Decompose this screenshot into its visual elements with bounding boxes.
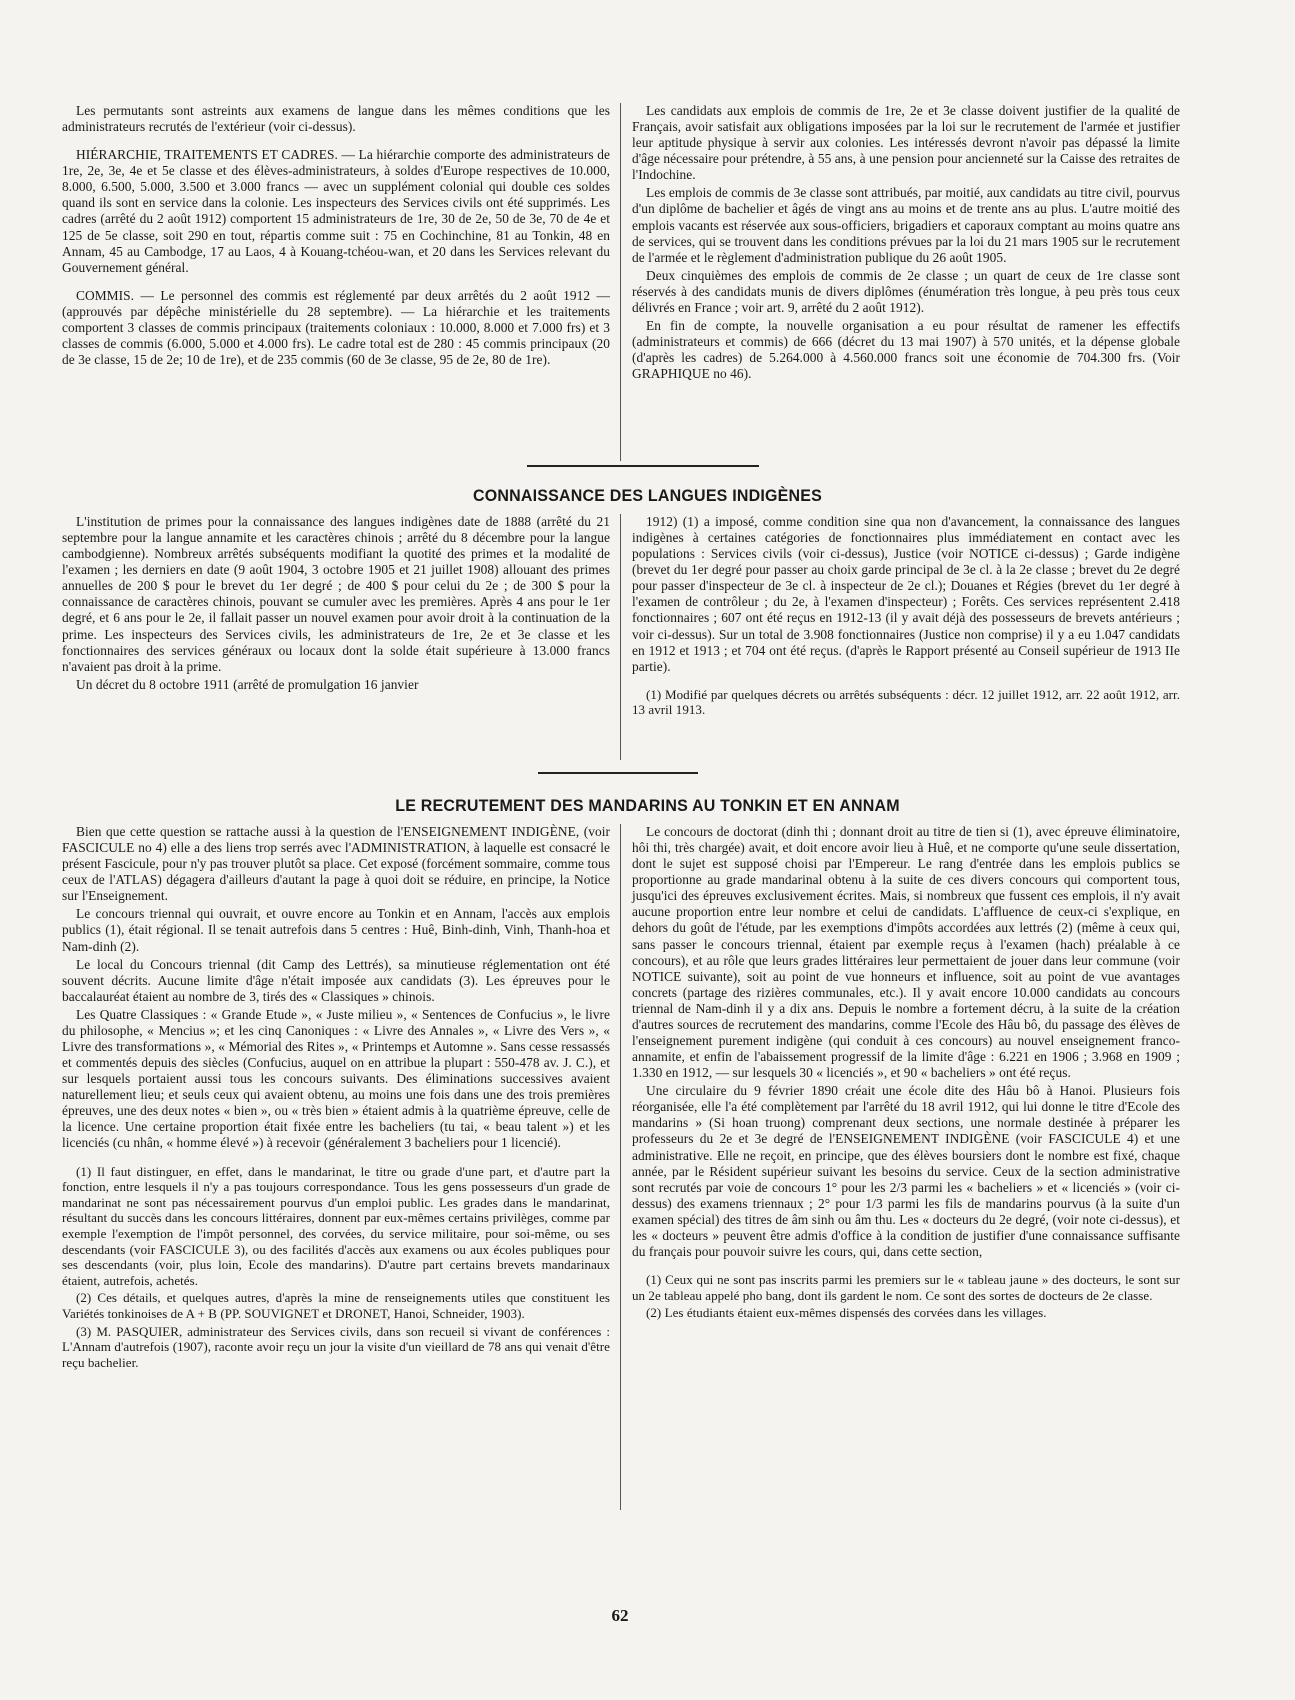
- section-3: [62, 824, 1180, 1372]
- column-divider: [620, 103, 621, 461]
- paragraph: Deux cinquièmes des emplois de commis de 2e classe ; un quart de ceux de 1re classe sont réservés à des candidats munis de divers diplômes (énumération très longue, à peu près tous ceux délivrés en France ; voir art. 9, arrêté du 2 août 1912).: [632, 267, 1180, 315]
- paragraph: Les emplois de commis de 3e classe sont attribués, par moitié, aux candidats au titre civil, pourvus d'un diplôme de bachelier et âgés de vingt ans au moins et de trente ans au plus. L'autre moitié des emplois vacants est réservée aux sous-officiers, brigadiers et caporaux comptant au moins quatre ans de services, qui se trouvent dans les conditions prévues par la loi du 21 mars 1905 sur le recrutement de l'armée et le règlement d'administration publique du 26 août 1905.: [632, 185, 1180, 265]
- paragraph: L'institution de primes pour la connaissance des langues indigènes date de 1888 (arrêté du 21 septembre pour la langue annamite et les caractères chinois ; arrêté du 8 décembre pour la langue cambodgienne). Nombreux arrêtés subséquents modifiant la quotité des primes et la modalité de l'examen ; les derniers en date (9 août 1904, 3 octobre 1905 et 21 juillet 1908) allouant des primes annuelles de 200 $ pour le brevet du 1er degré ; de 400 $ pour celui du 2e ; de 300 $ pour la connaissance de caractères chinois, pouvant se cumuler avec les premières. Après 4 ans pour le 1er degré, et 6 ans pour le 2e, il fallait passer un nouvel examen pour avoir droit à la continuation de la prime. Les inspecteurs des Services civils, les administrateurs de 1re, 2e et 3e classe et les fonctionnaires des services généraux ou locaux dont la solde était supérieure à 13.000 francs n'avaient pas droit à la prime.: [62, 514, 610, 674]
- footnote: (1) Ceux qui ne sont pas inscrits parmi les premiers sur le « tableau jaune » des docteurs, le sont sur un 2e tableau appelé pho bang, dont ils gardent le nom. Ce sont des sortes de docteurs de 2e classe.: [632, 1272, 1180, 1303]
- page-number: 62: [611, 1606, 629, 1625]
- paragraph: Les Quatre Classiques : « Grande Etude », « Juste milieu », « Sentences de Confucius », le livre du philosophe, « Mencius »; et les cinq Canoniques : « Livre des Annales », « Livre des Vers », « Livre des transformations », « Mémorial des Rites », « Printemps et Automne ». Sans cesse ressassés et commentés depuis des siècles (Confucius, auquel on en attribue la plupart : 550-478 av. J. C.), et sur lesquels portaient aussi tous les concours suivants. Des éliminations successives avaient naturellement lieu; et seuls ceux qui avaient obtenu, au moins une fois dans une des trois premières épreuves, une des deux notes « bien », ou « très bien » étaient admis à la quatrième épreuve, celle de la licence. Une certaine proportion était fixée entre les bacheliers (tu tai, « beau talent ») et les licenciés (cu nhân, « homme élevé ») à recevoir (généralement 3 bacheliers pour 1 licencié).: [62, 1006, 610, 1151]
- paragraph: Le concours de doctorat (dinh thi ; donnant droit au titre de tien si (1), avec épreuve éliminatoire, hôi thi, très chargée) avait, et doit encore avoir lieu à Huê, et ne comporte qu'une seule dissertation, dont le sujet est supposé choisi par l'Empereur. Le rang d'entrée dans les emplois publics se proportionne au grade mandarinal obtenu à la suite de ces divers concours qui comportent tous, jusqu'ici des épreuves exclusivement écrites. Mais, si nombreux que fussent ces emplois, il n'y avait aucune proportion entre leur nombre et celui de candidats. L'affluence de ceux-ci s'explique, en dehors du goût de l'étude, par les exemptions d'impôts accordées aux lettrés (2) (même à ceux qui, sans passer le concours triennal, étaient par exemple reçus à l'examen (hach) préalable à ce concours), et au rôle que leurs grades littéraires leur permettaient de jouer dans leur commune (voir NOTICE suivante), soit au point de vue honneurs et influence, soit au point de vue avantages concrets (partage des rizières communales, etc.). Il y avait encore 10.000 candidats au concours triennal de Nam-dinh il y a dix ans. Depuis le nombre a fortement décru, à la suite de la création d'autres sources de recrutement des mandarins, comme l'Ecole des Hâu bô, du passage des élèves de l'enseignement purement indigène (qui conduit à ces concours) au nouvel enseignement franco-annamite, et enfin de l'abaissement progressif de la limite d'âge : 6.221 en 1906 ; 3.968 en 1909 ; 1.330 en 1912, — sur lesquels 30 « licenciés », et 90 « bacheliers » ont été reçus.: [632, 824, 1180, 1081]
- paragraph: HIÉRARCHIE, TRAITEMENTS ET CADRES. — La hiérarchie comporte des administrateurs de 1re, 2e, 3e, 4e et 5e classe et des élèves-administrateurs, à soldes d'Europe respectives de 10.000, 8.000, 6.500, 5.000, 3.500 et 3.000 francs — avec un supplément colonial qui double ces soldes quand ils sont en service dans la colonie. Les inspecteurs des Services civils ont été supprimés. Les cadres (arrêté du 2 août 1912) comportent 15 administrateurs de 1re, 30 de 2e, 50 de 3e, 70 de 4e et 125 de 5e classe, soit 290 en tout, répartis comme suit : 75 en Cochinchine, 81 au Tonkin, 48 en Annam, 45 au Cambodge, 17 au Laos, 4 à Kouang-tchéou-wan, et 20 dans les Services relevant du Gouvernement général.: [62, 147, 610, 275]
- footnote: (2) Les étudiants étaient eux-mêmes dispensés des corvées dans les villages.: [646, 1305, 1047, 1321]
- paragraph: Le local du Concours triennal (dit Camp des Lettrés), sa minutieuse réglementation ont été souvent décrits. Aucune limite d'âge n'était imposée aux candidats (3). Les épreuves pour le baccalauréat étaient au nombre de 3, tirés des « Classiques » chinois.: [62, 956, 610, 1004]
- footnote: (2) Ces détails, et quelques autres, d'après la mine de renseignements utiles que constituent les Variétés tonkinoises de A + B (PP. SOUVIGNET et DRONET, Hanoi, Schneider, 1903).: [62, 1290, 610, 1321]
- footnote: (3) M. PASQUIER, administrateur des Services civils, dans son recueil si vivant de conférences : L'Annam d'autrefois (1907), raconte avoir reçu un jour la visite d'un vieillard de 78 ans qui venait d'être reçu bachelier.: [62, 1323, 610, 1370]
- section-title: CONNAISSANCE DES LANGUES INDIGÈNES: [472, 487, 823, 506]
- paragraph: Un décret du 8 octobre 1911 (arrêté de promulgation 16 janvier: [76, 676, 419, 692]
- section-1: [62, 103, 1180, 384]
- paragraph: Les permutants sont astreints aux examens de langue dans les mêmes conditions que les administrateurs recrutés de l'extérieur (voir ci-dessus).: [62, 103, 610, 135]
- paragraph: 1912) (1) a imposé, comme condition sine qua non d'avancement, la connaissance des langues indigènes à certaines catégories de fonctionnaires plus immédiatement en contact avec les populations : Services civils (voir ci-dessus), Justice (voir NOTICE ci-dessus) ; Garde indigène (brevet du 1er degré pour passer au choix garde principal de 3e cl. à la 2e classe ; brevet du 2e degré pour passer d'inspecteur de 3e cl. à inspecteur de 2e cl.); Douanes et Régies (brevet du 1er degré à l'examen de contrôleur ; du 2e, à l'examen d'inspecteur) ; Forêts. Ces services représentent 2.418 fonctionnaires ; 607 ont été reçus en 1912-13 (il y avait déjà des possesseurs de brevets antérieurs ; voir ci-dessus). Sur un total de 3.908 fonctionnaires (Justice non comprise) il y a eu 1.047 candidats en 1912 et 1913 ; et 704 ont été reçus. (d'après le Rapport présenté au Conseil supérieur de 1913 IIe partie).: [632, 514, 1180, 674]
- section-3-right-column: [632, 824, 1180, 1372]
- paragraph: Une circulaire du 9 février 1890 créait une école dite des Hâu bô à Hanoi. Plusieurs fois réorganisée, elle l'a été complètement par l'arrêté du 18 avril 1912, qui lui donne le titre d'Ecole des mandarins » (Si hoan truong) comprenant deux sections, une normale destinée à préparer les professeurs du 2e et 3e degré de l'ENSEIGNEMENT INDIGÈNE (voir FASCICULE 4) et une administrative. Elle ne reçoit, en principe, que des élèves boursiers dont le nombre est fixé, chaque année, par le Résident supérieur suivant les besoins du service. Ceux de la section administrative sont recrutés par voie de concours 1° pour les 2/3 parmi les « bacheliers » et « licenciés » (voir ci-dessus) des examens triennaux ; 2° pour 1/3 parmi les fils de mandarins pourvus (à la suite d'un examen spécial) des titres de âm sinh ou âm thu. Les « docteurs du 2e degré, (voir note ci-dessus), et les « docteurs » peuvent être admis d'office à la condition de justifier d'une connaissance suffisante du français pour pouvoir suivre les cours, qui, dans cette section,: [632, 1083, 1180, 1260]
- section-1-right-column: [632, 103, 1180, 384]
- column-divider: [620, 824, 621, 1510]
- paragraph: COMMIS. — Le personnel des commis est réglementé par deux arrêtés du 2 août 1912 — (approuvés par dépêche ministérielle du 28 septembre). — La hiérarchie et les traitements comportent 3 classes de commis principaux (traitements coloniaux : 10.000, 8.000 et 7.000 frs) et 3 classes de commis (6.000, 5.000 et 4.000 frs). Le cadre total est de 280 : 45 commis principaux (20 de 3e classe, 15 de 2e; 10 de 1re), et de 235 commis (60 de 3e classe, 95 de 2e, 80 de 1re).: [62, 287, 610, 368]
- column-divider: [620, 514, 621, 760]
- section-title: LE RECRUTEMENT DES MANDARINS AU TONKIN ET EN ANNAM: [395, 797, 900, 816]
- paragraph: Les candidats aux emplois de commis de 1re, 2e et 3e classe doivent justifier de la qualité de Français, avoir satisfait aux obligations imposées par la loi sur le recrutement de l'armée et justifier leur aptitude physique à servir aux colonies. Les intéressés devront n'avoir pas dépassé la limite d'âge nécessaire pour prétendre, à 55 ans, à une pension pour ancienneté sur la Caisse des retraites de l'Indochine.: [632, 103, 1180, 183]
- section-1-left-column: [62, 103, 610, 384]
- section-2-right-column: [632, 514, 1180, 720]
- footnote: (1) Il faut distinguer, en effet, dans le mandarinat, le titre ou grade d'une part, et d'autre part la fonction, entre lesquels il n'y a pas toujours correspondance. Tous les gens possesseurs d'un grade de mandarinat ne sont pas nécessairement pourvus d'un emploi public. Les grades dans le mandarinat, résultant du succès dans les concours littéraires, donnent par eux-mêmes certains privilèges, comme par exemple l'exemption de l'impôt personnel, des corvées, du service militaire, pour soi-même, ou ses descendants (voir FASCICULE 3), ou des facilités d'accès aux examens ou aux écoles publiques pour ses descendants (voir, plus loin, Ecole des mandarins). D'autre part certains brevets mandarinaux étaient, autrefois, achetés.: [62, 1163, 610, 1288]
- paragraph: Bien que cette question se rattache aussi à la question de l'ENSEIGNEMENT INDIGÈNE, (voir FASCICULE no 4) elle a des liens trop serrés avec l'ADMINISTRATION, à laquelle est consacré le présent Fascicule, pour n'y pas trouver plutôt sa place. Cet exposé (forcément sommaire, comme tous ceux de l'ATLAS) dégagera d'ailleurs d'autant la page à quoi doit se réduire, en principe, la Notice sur l'Enseignement.: [62, 824, 610, 904]
- section-divider: [527, 465, 759, 467]
- section-2-left-column: [62, 514, 610, 720]
- section-2: [62, 514, 1180, 720]
- footnote: (1) Modifié par quelques décrets ou arrêtés subséquents : décr. 12 juillet 1912, arr. 22 août 1912, arr. 13 avril 1913.: [632, 686, 1180, 718]
- section-3-left-column: [62, 824, 610, 1372]
- section-divider: [538, 772, 698, 774]
- paragraph: En fin de compte, la nouvelle organisation a eu pour résultat de ramener les effectifs (administrateurs et commis) de 666 (décret du 13 mai 1907) à 570 unités, et la dépense globale (d'après les cadres) de 5.264.000 à 4.560.000 francs soit une économie de 704.300 frs. (Voir GRAPHIQUE no 46).: [632, 318, 1180, 382]
- paragraph: Le concours triennal qui ouvrait, et ouvre encore au Tonkin et en Annam, l'accès aux emplois publics (1), était régional. Il se tenait autrefois dans 5 centres : Huê, Binh-dinh, Vinh, Thanh-hoa et Nam-dinh (2).: [62, 906, 610, 954]
